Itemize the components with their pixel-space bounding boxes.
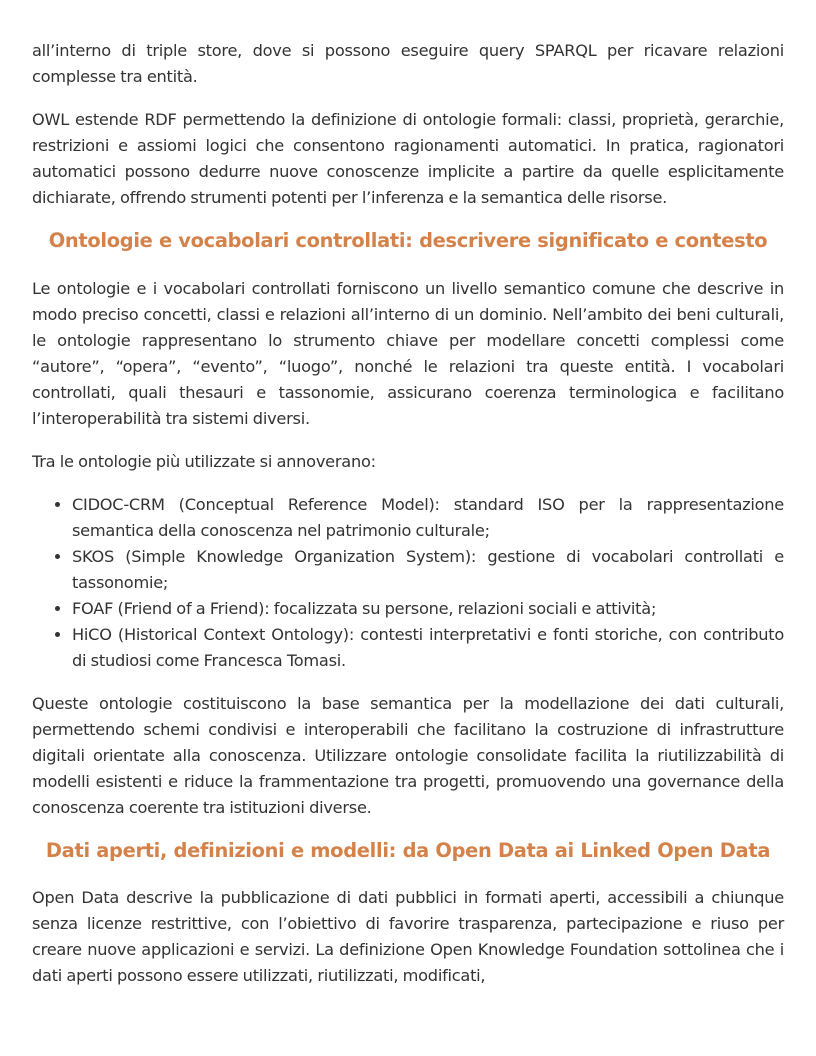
section-heading-ontologies: Ontologie e vocabolari controllati: descrivere significato e contesto: [48, 229, 768, 252]
paragraph-owl: OWL estende RDF permettendo la definizione di ontologie formali: classi, proprietà, gerarchie, restrizioni e assiomi logici che consentono ragionamenti automatici. In pratica, ragionatori automatici possono dedurre nuove conoscenze implicite a partire da quelle esplicitamente dichiarate, offrendo strumenti potenti per l’inferenza e la semantica delle risorse.: [32, 110, 784, 207]
list-item: • HiCO (Historical Context Ontology): contesti interpretativi e fonti storiche, con contributo di studiosi come Francesca Tomasi.: [72, 622, 784, 674]
paragraph-ontologies-summary: Queste ontologie costituiscono la base semantica per la modellazione dei dati culturali, permettendo schemi condivisi e interoperabili che facilitano la costruzione di infrastrutture digitali orientate alla conoscenza. Utilizzare ontologie consolidate facilita la riutilizzabilità di modelli esistenti e riduce la frammentazione tra progetti, promuovendo una governance della conoscenza coerente tra istituzioni diverse.: [32, 694, 784, 817]
section-heading-open-data: Dati aperti, definizioni e modelli: da Open Data ai Linked Open Data: [45, 839, 771, 862]
paragraph-ontologies-intro: Le ontologie e i vocabolari controllati forniscono un livello semantico comune che descrive in modo preciso concetti, classi e relazioni all’interno di un dominio. Nell’ambito dei beni culturali, le ontologie rappresentano lo strumento chiave per modellare concetti complessi come “autore”, “opera”, “evento”, “luogo”, nonché le relazioni tra queste entità. I vocabolari controllati, quali thesauri e tassonomie, assicurano coerenza terminologica e facilitano l’interoperabilità tra sistemi diversi.: [32, 279, 784, 428]
paragraph-ontologies-list-intro: Tra le ontologie più utilizzate si annoverano:: [32, 452, 376, 471]
list-item: • SKOS (Simple Knowledge Organization System): gestione di vocabolari controllati e tassonomie;: [72, 544, 784, 596]
list-item: • FOAF (Friend of a Friend): focalizzata su persone, relazioni sociali e attività;: [72, 596, 784, 622]
paragraph-open-data: Open Data descrive la pubblicazione di dati pubblici in formati aperti, accessibili a chiunque senza licenze restrittive, con l’obiettivo di favorire trasparenza, partecipazione e riuso per creare nuove applicazioni e servizi. La definizione Open Knowledge Foundation sottolinea che i dati aperti possono essere utilizzati, riutilizzati, modificati,: [32, 888, 784, 985]
document-page: [32, 38, 784, 989]
ontology-list: [32, 492, 784, 674]
list-item: • CIDOC-CRM (Conceptual Reference Model): standard ISO per la rappresentazione semantica della conoscenza nel patrimonio culturale;: [72, 492, 784, 544]
paragraph-triple-store: all’interno di triple store, dove si possono eseguire query SPARQL per ricavare relazioni complesse tra entità.: [32, 41, 784, 86]
